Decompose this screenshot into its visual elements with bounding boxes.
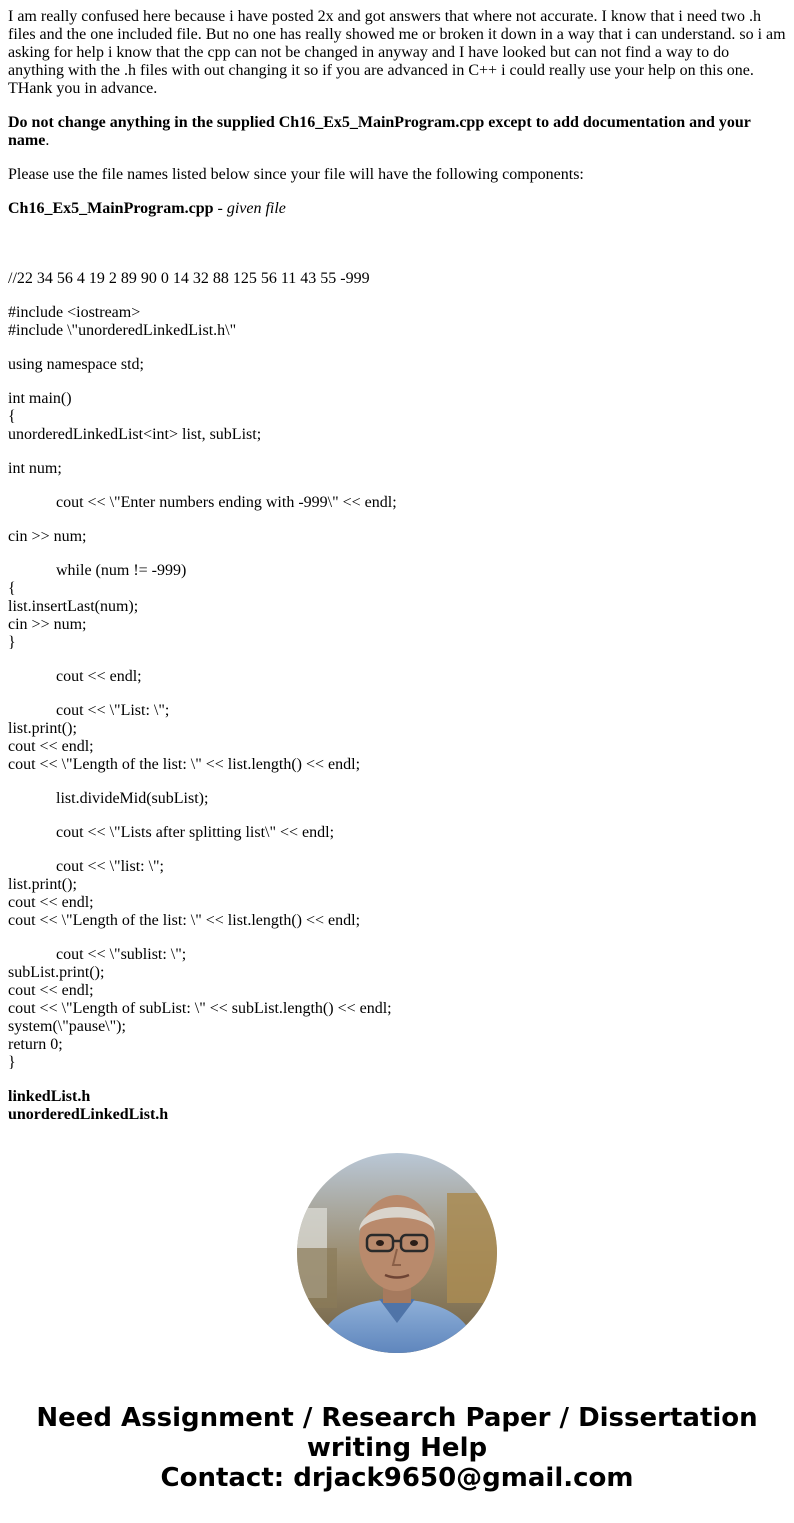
question-intro: I am really confused here because i have posted 2x and got answers that where not accurate. I know that i need two .h files and the one included file. But no one has really showed me or broken it down in a way that i can understand. so i am asking for help i know that the cpp can not be changed in anyway and I have looked but can not find a way to do anything with the .h files with out changing it so if you are advanced in C++ i could really use your help on this one. THank you in advance.	[8, 8, 786, 97]
code-print-list	[8, 702, 788, 774]
code-line-using: using namespace std;	[8, 356, 144, 373]
code-line-return: return 0;	[8, 1036, 63, 1053]
code-line-sublist-length: cout << \"Length of subList: \" << subList.length() << endl;	[8, 1000, 392, 1017]
header-file-unordered: unorderedLinkedList.h	[8, 1106, 169, 1123]
code-line-brace-close: }	[8, 1054, 16, 1071]
author-avatar	[297, 1153, 497, 1353]
code-line-list-label: cout << \"List: \";	[56, 702, 170, 719]
code-line-pause: system(\"pause\");	[8, 1018, 126, 1035]
header-file-linkedlist: linkedList.h	[8, 1088, 91, 1105]
code-line-list-length-after: cout << \"Length of the list: \" << list.length() << endl;	[8, 912, 361, 929]
code-line-endl: cout << endl;	[8, 738, 94, 755]
code-line-sublist-print: subList.print();	[8, 964, 105, 981]
contact-banner	[0, 1403, 794, 1493]
code-line-endl: cout << endl;	[8, 894, 94, 911]
spacer	[8, 234, 788, 270]
code-while-loop	[8, 562, 788, 652]
header-file-list	[8, 1088, 788, 1124]
code-line-include-iostream: #include <iostream>	[8, 304, 141, 321]
code-line-divide-mid: list.divideMid(subList);	[56, 790, 209, 807]
code-line-after-split: cout << \"Lists after splitting list\" << endl;	[56, 824, 335, 841]
question-content	[8, 8, 788, 1140]
code-line-endl: cout << endl;	[8, 982, 94, 999]
code-line-endl: cout << endl;	[56, 668, 142, 685]
code-includes	[8, 304, 788, 340]
code-line-insert-last: list.insertLast(num);	[8, 598, 139, 615]
code-line-comment: //22 34 56 4 19 2 89 90 0 14 32 88 125 56 11 43 55 -999	[8, 270, 370, 287]
instructions-paragraph: Please use the file names listed below since your file will have the following components:	[8, 166, 584, 183]
code-line-declare-num: int num;	[8, 460, 62, 477]
code-line-list-print-after: list.print();	[8, 876, 77, 893]
code-print-list-after	[8, 858, 788, 930]
code-line-while-open: {	[8, 580, 16, 597]
code-line-cin-loop: cin >> num;	[8, 616, 87, 633]
code-line-while-close: }	[8, 634, 16, 651]
avatar-photo	[297, 1153, 497, 1353]
main-file-note: given file	[226, 200, 286, 217]
code-line-list-print: list.print();	[8, 720, 77, 737]
banner-line-3: Contact: drjack9650@gmail.com	[160, 1463, 634, 1493]
main-file-name: Ch16_Ex5_MainProgram.cpp	[8, 200, 214, 217]
main-file-separator: -	[213, 200, 227, 217]
code-line-list-length: cout << \"Length of the list: \" << list.length() << endl;	[8, 756, 361, 773]
code-line-brace-open: {	[8, 408, 16, 425]
code-main-start	[8, 390, 788, 444]
code-line-declare-lists: unorderedLinkedList<int> list, subList;	[8, 426, 262, 443]
banner-line-2: writing Help	[306, 1433, 488, 1463]
warning-paragraph	[8, 114, 788, 150]
code-line-list-label-after: cout << \"list: \";	[56, 858, 164, 875]
code-print-sublist	[8, 946, 788, 1072]
code-line-cin-first: cin >> num;	[8, 528, 87, 545]
warning-bold-text: Do not change anything in the supplied Ch16_Ex5_MainProgram.cpp except to add documentation and your name	[8, 114, 751, 149]
code-line-prompt: cout << \"Enter numbers ending with -999\" << endl;	[56, 494, 397, 511]
code-line-while: while (num != -999)	[56, 562, 187, 579]
code-line-include-header: #include \"unorderedLinkedList.h\"	[8, 322, 237, 339]
main-file-line	[8, 200, 788, 218]
code-line-main-signature: int main()	[8, 390, 72, 407]
code-line-sublist-label: cout << \"sublist: \";	[56, 946, 187, 963]
warning-end: .	[45, 132, 50, 149]
banner-line-1: Need Assignment / Research Paper / Dissertation	[36, 1403, 758, 1433]
